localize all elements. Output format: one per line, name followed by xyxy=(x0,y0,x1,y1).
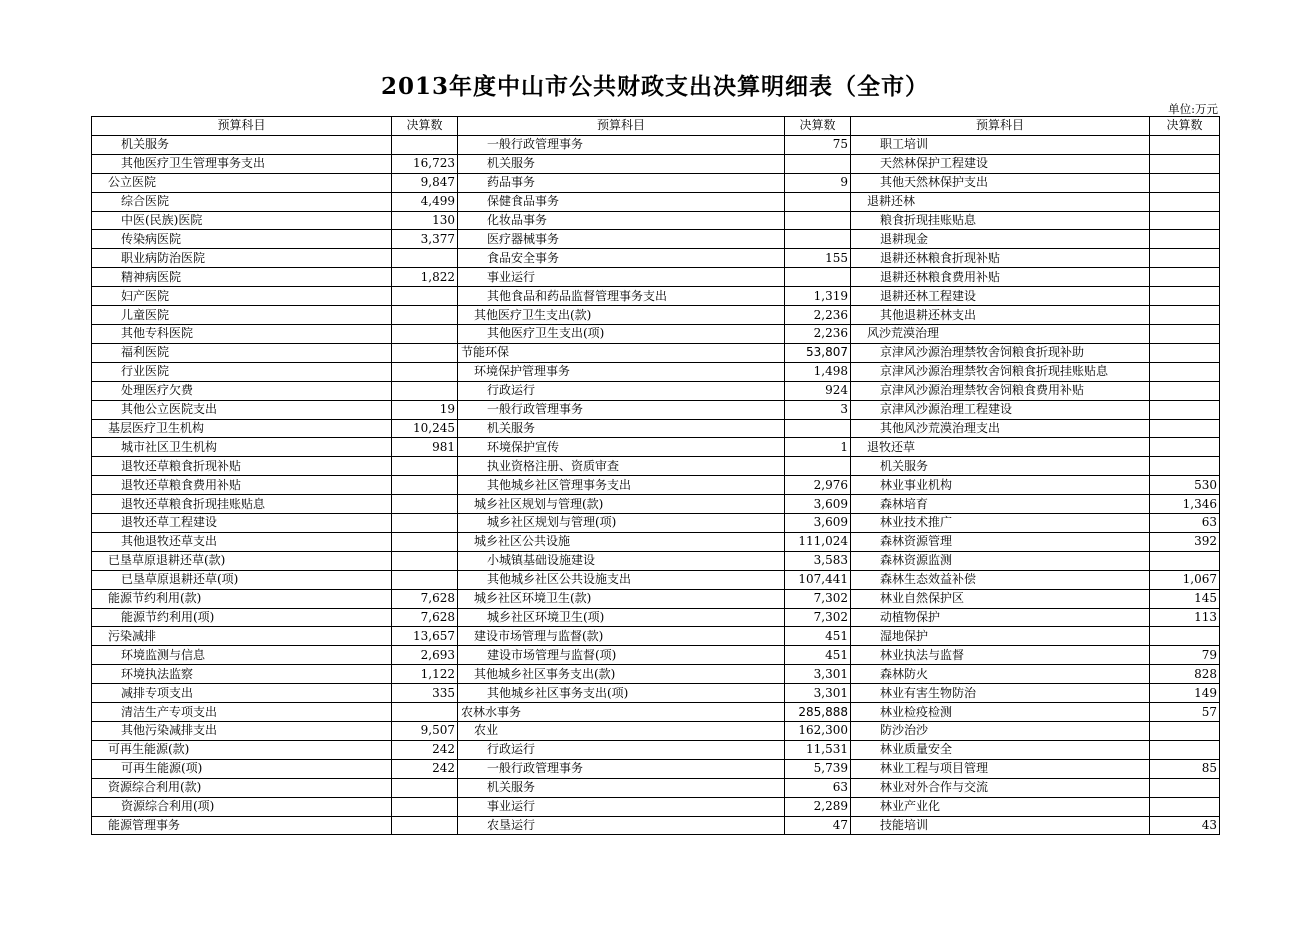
item-name-cell: 城乡社区公共设施 xyxy=(458,532,785,551)
item-name-cell: 处理医疗欠费 xyxy=(92,381,392,400)
item-name-cell: 保健食品事务 xyxy=(458,192,785,211)
amount-cell xyxy=(392,570,458,589)
amount-cell xyxy=(1150,740,1220,759)
amount-cell xyxy=(1150,211,1220,230)
amount-cell: 3,377 xyxy=(392,230,458,249)
item-name-cell: 小城镇基础设施建设 xyxy=(458,551,785,570)
item-name-cell: 天然林保护工程建设 xyxy=(851,154,1150,173)
item-name-cell: 林业事业机构 xyxy=(851,476,1150,495)
amount-cell: 924 xyxy=(785,381,851,400)
item-name-cell: 京津风沙源治理禁牧舍饲粮食折现补助 xyxy=(851,343,1150,362)
item-name-cell: 森林培育 xyxy=(851,495,1150,514)
item-name-cell: 职业病防治医院 xyxy=(92,249,392,268)
table-row xyxy=(92,154,1220,173)
amount-cell: 7,628 xyxy=(392,589,458,608)
table-row xyxy=(92,135,1220,154)
amount-cell: 3,301 xyxy=(785,665,851,684)
amount-cell xyxy=(392,249,458,268)
item-name-cell: 综合医院 xyxy=(92,192,392,211)
amount-cell: 242 xyxy=(392,759,458,778)
table-row xyxy=(92,551,1220,570)
table-row xyxy=(92,324,1220,343)
amount-cell xyxy=(785,419,851,438)
table-row xyxy=(92,532,1220,551)
amount-cell: 3,301 xyxy=(785,684,851,703)
item-name-cell: 机关服务 xyxy=(458,154,785,173)
amount-cell: 16,723 xyxy=(392,154,458,173)
item-name-cell: 妇产医院 xyxy=(92,287,392,306)
amount-cell xyxy=(785,192,851,211)
item-name-cell: 节能环保 xyxy=(458,343,785,362)
report-title: 2013年度中山市公共财政支出决算明细表（全市） xyxy=(380,73,929,100)
amount-cell xyxy=(785,154,851,173)
amount-cell: 111,024 xyxy=(785,532,851,551)
item-name-cell: 其他城乡社区管理事务支出 xyxy=(458,476,785,495)
amount-cell xyxy=(392,551,458,570)
amount-cell: 2,236 xyxy=(785,324,851,343)
item-name-cell: 退耕还林粮食折现补贴 xyxy=(851,249,1150,268)
amount-cell: 107,441 xyxy=(785,570,851,589)
amount-cell: 1,067 xyxy=(1150,570,1220,589)
item-name-cell: 清洁生产专项支出 xyxy=(92,703,392,722)
item-name-cell: 其他城乡社区事务支出(项) xyxy=(458,684,785,703)
amount-cell: 9,507 xyxy=(392,722,458,741)
table-row xyxy=(92,570,1220,589)
amount-cell: 981 xyxy=(392,438,458,457)
item-name-cell: 其他医疗卫生支出(项) xyxy=(458,324,785,343)
amount-cell: 79 xyxy=(1150,646,1220,665)
item-name-cell: 城乡社区规划与管理(款) xyxy=(458,495,785,514)
item-name-cell: 福利医院 xyxy=(92,343,392,362)
amount-cell xyxy=(392,797,458,816)
amount-cell xyxy=(1150,438,1220,457)
amount-cell xyxy=(392,457,458,476)
table-row xyxy=(92,362,1220,381)
item-name-cell: 其他公立医院支出 xyxy=(92,400,392,419)
item-name-cell: 城乡社区规划与管理(项) xyxy=(458,514,785,533)
table-row xyxy=(92,268,1220,287)
amount-cell xyxy=(1150,192,1220,211)
amount-cell xyxy=(1150,381,1220,400)
item-name-cell: 建设市场管理与监督(项) xyxy=(458,646,785,665)
item-name-cell: 污染减排 xyxy=(92,627,392,646)
item-name-cell: 行政运行 xyxy=(458,381,785,400)
item-name-cell: 其他医疗卫生支出(款) xyxy=(458,306,785,325)
amount-cell: 130 xyxy=(392,211,458,230)
table-row xyxy=(92,306,1220,325)
item-name-cell: 食品安全事务 xyxy=(458,249,785,268)
amount-cell: 1 xyxy=(785,438,851,457)
table-row xyxy=(92,514,1220,533)
unit-label: 单位:万元 xyxy=(1168,102,1218,116)
item-name-cell: 执业资格注册、资质审查 xyxy=(458,457,785,476)
item-name-cell: 森林资源监测 xyxy=(851,551,1150,570)
header-amount-col-1: 决算数 xyxy=(392,117,458,136)
item-name-cell: 一般行政管理事务 xyxy=(458,400,785,419)
amount-cell: 13,657 xyxy=(392,627,458,646)
item-name-cell: 能源节约利用(项) xyxy=(92,608,392,627)
item-name-cell: 其他退耕还林支出 xyxy=(851,306,1150,325)
amount-cell: 1,822 xyxy=(392,268,458,287)
table-row xyxy=(92,476,1220,495)
item-name-cell: 湿地保护 xyxy=(851,627,1150,646)
amount-cell: 1,346 xyxy=(1150,495,1220,514)
table-row xyxy=(92,646,1220,665)
amount-cell xyxy=(392,324,458,343)
item-name-cell: 退牧还草粮食折现挂账贴息 xyxy=(92,495,392,514)
item-name-cell: 城乡社区环境卫生(项) xyxy=(458,608,785,627)
item-name-cell: 药品事务 xyxy=(458,173,785,192)
item-name-cell: 行业医院 xyxy=(92,362,392,381)
item-name-cell: 精神病医院 xyxy=(92,268,392,287)
amount-cell: 53,807 xyxy=(785,343,851,362)
item-name-cell: 京津风沙源治理工程建设 xyxy=(851,400,1150,419)
amount-cell xyxy=(392,135,458,154)
item-name-cell: 已垦草原退耕还草(款) xyxy=(92,551,392,570)
item-name-cell: 中医(民族)医院 xyxy=(92,211,392,230)
item-name-cell: 医疗器械事务 xyxy=(458,230,785,249)
amount-cell: 113 xyxy=(1150,608,1220,627)
item-name-cell: 机关服务 xyxy=(851,457,1150,476)
amount-cell xyxy=(1150,324,1220,343)
item-name-cell: 化妆品事务 xyxy=(458,211,785,230)
amount-cell: 43 xyxy=(1150,816,1220,835)
item-name-cell: 资源综合利用(项) xyxy=(92,797,392,816)
item-name-cell: 林业工程与项目管理 xyxy=(851,759,1150,778)
amount-cell xyxy=(1150,457,1220,476)
amount-cell xyxy=(1150,268,1220,287)
table-row xyxy=(92,589,1220,608)
amount-cell: 162,300 xyxy=(785,722,851,741)
amount-cell: 3,609 xyxy=(785,495,851,514)
amount-cell: 1,319 xyxy=(785,287,851,306)
header-amount-col-2: 决算数 xyxy=(785,117,851,136)
item-name-cell: 其他风沙荒漠治理支出 xyxy=(851,419,1150,438)
amount-cell: 7,628 xyxy=(392,608,458,627)
table-row xyxy=(92,778,1220,797)
amount-cell xyxy=(392,287,458,306)
item-name-cell: 林业技术推广 xyxy=(851,514,1150,533)
amount-cell xyxy=(1150,627,1220,646)
amount-cell xyxy=(1150,135,1220,154)
amount-cell: 451 xyxy=(785,646,851,665)
item-name-cell: 林业有害生物防治 xyxy=(851,684,1150,703)
table-row xyxy=(92,249,1220,268)
table-row xyxy=(92,438,1220,457)
item-name-cell: 公立医院 xyxy=(92,173,392,192)
item-name-cell: 城乡社区环境卫生(款) xyxy=(458,589,785,608)
amount-cell: 9,847 xyxy=(392,173,458,192)
item-name-cell: 退耕还林工程建设 xyxy=(851,287,1150,306)
amount-cell xyxy=(1150,230,1220,249)
amount-cell: 2,976 xyxy=(785,476,851,495)
table-row xyxy=(92,627,1220,646)
item-name-cell: 其他专科医院 xyxy=(92,324,392,343)
item-name-cell: 风沙荒漠治理 xyxy=(851,324,1150,343)
amount-cell: 530 xyxy=(1150,476,1220,495)
header-item-col-2: 预算科目 xyxy=(458,117,785,136)
amount-cell xyxy=(1150,306,1220,325)
item-name-cell: 其他天然林保护支出 xyxy=(851,173,1150,192)
amount-cell: 75 xyxy=(785,135,851,154)
amount-cell: 145 xyxy=(1150,589,1220,608)
amount-cell xyxy=(392,778,458,797)
item-name-cell: 退耕还林粮食费用补贴 xyxy=(851,268,1150,287)
expenditure-table xyxy=(91,116,1220,835)
amount-cell xyxy=(392,495,458,514)
item-name-cell: 其他城乡社区事务支出(款) xyxy=(458,665,785,684)
amount-cell: 3,609 xyxy=(785,514,851,533)
item-name-cell: 森林资源管理 xyxy=(851,532,1150,551)
amount-cell xyxy=(1150,249,1220,268)
item-name-cell: 其他食品和药品监督管理事务支出 xyxy=(458,287,785,306)
amount-cell xyxy=(392,514,458,533)
amount-cell xyxy=(1150,343,1220,362)
table-row xyxy=(92,816,1220,835)
amount-cell: 1,498 xyxy=(785,362,851,381)
item-name-cell: 其他退牧还草支出 xyxy=(92,532,392,551)
item-name-cell: 其他医疗卫生管理事务支出 xyxy=(92,154,392,173)
item-name-cell: 事业运行 xyxy=(458,797,785,816)
amount-cell xyxy=(392,476,458,495)
amount-cell: 63 xyxy=(785,778,851,797)
item-name-cell: 森林防火 xyxy=(851,665,1150,684)
item-name-cell: 京津风沙源治理禁牧舍饲粮食费用补贴 xyxy=(851,381,1150,400)
amount-cell xyxy=(785,457,851,476)
amount-cell: 285,888 xyxy=(785,703,851,722)
amount-cell: 828 xyxy=(1150,665,1220,684)
item-name-cell: 粮食折现挂账贴息 xyxy=(851,211,1150,230)
amount-cell xyxy=(1150,154,1220,173)
item-name-cell: 技能培训 xyxy=(851,816,1150,835)
table-row xyxy=(92,495,1220,514)
header-item-col-3: 预算科目 xyxy=(851,117,1150,136)
amount-cell: 451 xyxy=(785,627,851,646)
item-name-cell: 农业 xyxy=(458,722,785,741)
item-name-cell: 事业运行 xyxy=(458,268,785,287)
amount-cell: 2,289 xyxy=(785,797,851,816)
amount-cell: 242 xyxy=(392,740,458,759)
item-name-cell: 资源综合利用(款) xyxy=(92,778,392,797)
item-name-cell: 退牧还草粮食费用补贴 xyxy=(92,476,392,495)
item-name-cell: 传染病医院 xyxy=(92,230,392,249)
table-row xyxy=(92,722,1220,741)
table-row xyxy=(92,608,1220,627)
amount-cell: 5,739 xyxy=(785,759,851,778)
amount-cell xyxy=(392,703,458,722)
item-name-cell: 动植物保护 xyxy=(851,608,1150,627)
item-name-cell: 环境保护管理事务 xyxy=(458,362,785,381)
amount-cell: 7,302 xyxy=(785,608,851,627)
amount-cell xyxy=(1150,778,1220,797)
amount-cell xyxy=(785,211,851,230)
item-name-cell: 退牧还草工程建设 xyxy=(92,514,392,533)
item-name-cell: 京津风沙源治理禁牧舍饲粮食折现挂账贴息 xyxy=(851,362,1150,381)
table-row xyxy=(92,192,1220,211)
table-row xyxy=(92,211,1220,230)
amount-cell: 85 xyxy=(1150,759,1220,778)
amount-cell xyxy=(1150,551,1220,570)
amount-cell xyxy=(1150,419,1220,438)
amount-cell xyxy=(1150,797,1220,816)
item-name-cell: 能源节约利用(款) xyxy=(92,589,392,608)
header-row xyxy=(92,117,1220,136)
amount-cell xyxy=(392,381,458,400)
item-name-cell: 环境保护宣传 xyxy=(458,438,785,457)
item-name-cell: 儿童医院 xyxy=(92,306,392,325)
header-amount-col-3: 决算数 xyxy=(1150,117,1220,136)
item-name-cell: 防沙治沙 xyxy=(851,722,1150,741)
amount-cell: 2,693 xyxy=(392,646,458,665)
item-name-cell: 林业检疫检测 xyxy=(851,703,1150,722)
amount-cell xyxy=(392,306,458,325)
amount-cell xyxy=(785,268,851,287)
amount-cell xyxy=(392,532,458,551)
amount-cell: 10,245 xyxy=(392,419,458,438)
amount-cell: 63 xyxy=(1150,514,1220,533)
item-name-cell: 退耕现金 xyxy=(851,230,1150,249)
item-name-cell: 林业执法与监督 xyxy=(851,646,1150,665)
item-name-cell: 一般行政管理事务 xyxy=(458,759,785,778)
amount-cell xyxy=(392,362,458,381)
amount-cell: 57 xyxy=(1150,703,1220,722)
amount-cell: 11,531 xyxy=(785,740,851,759)
item-name-cell: 已垦草原退耕还草(项) xyxy=(92,570,392,589)
amount-cell: 9 xyxy=(785,173,851,192)
item-name-cell: 退牧还草 xyxy=(851,438,1150,457)
item-name-cell: 一般行政管理事务 xyxy=(458,135,785,154)
amount-cell: 392 xyxy=(1150,532,1220,551)
item-name-cell: 机关服务 xyxy=(92,135,392,154)
item-name-cell: 森林生态效益补偿 xyxy=(851,570,1150,589)
item-name-cell: 行政运行 xyxy=(458,740,785,759)
table-row xyxy=(92,381,1220,400)
table-row xyxy=(92,287,1220,306)
item-name-cell: 城市社区卫生机构 xyxy=(92,438,392,457)
item-name-cell: 职工培训 xyxy=(851,135,1150,154)
amount-cell xyxy=(1150,173,1220,192)
item-name-cell: 机关服务 xyxy=(458,419,785,438)
item-name-cell: 可再生能源(款) xyxy=(92,740,392,759)
table-row xyxy=(92,343,1220,362)
amount-cell: 149 xyxy=(1150,684,1220,703)
table-row xyxy=(92,759,1220,778)
item-name-cell: 环境执法监察 xyxy=(92,665,392,684)
amount-cell: 2,236 xyxy=(785,306,851,325)
amount-cell: 3 xyxy=(785,400,851,419)
item-name-cell: 其他污染减排支出 xyxy=(92,722,392,741)
table-row xyxy=(92,740,1220,759)
amount-cell: 1,122 xyxy=(392,665,458,684)
amount-cell: 7,302 xyxy=(785,589,851,608)
item-name-cell: 减排专项支出 xyxy=(92,684,392,703)
item-name-cell: 农林水事务 xyxy=(458,703,785,722)
item-name-cell: 基层医疗卫生机构 xyxy=(92,419,392,438)
table-row xyxy=(92,665,1220,684)
amount-cell: 335 xyxy=(392,684,458,703)
item-name-cell: 机关服务 xyxy=(458,778,785,797)
item-name-cell: 能源管理事务 xyxy=(92,816,392,835)
table-row xyxy=(92,173,1220,192)
amount-cell xyxy=(1150,722,1220,741)
table-row xyxy=(92,400,1220,419)
table-row xyxy=(92,419,1220,438)
amount-cell: 19 xyxy=(392,400,458,419)
amount-cell: 155 xyxy=(785,249,851,268)
item-name-cell: 农垦运行 xyxy=(458,816,785,835)
item-name-cell: 退牧还草粮食折现补贴 xyxy=(92,457,392,476)
amount-cell xyxy=(1150,362,1220,381)
table-row xyxy=(92,684,1220,703)
item-name-cell: 林业自然保护区 xyxy=(851,589,1150,608)
item-name-cell: 林业产业化 xyxy=(851,797,1150,816)
table-row xyxy=(92,703,1220,722)
item-name-cell: 退耕还林 xyxy=(851,192,1150,211)
item-name-cell: 其他城乡社区公共设施支出 xyxy=(458,570,785,589)
amount-cell: 47 xyxy=(785,816,851,835)
amount-cell: 4,499 xyxy=(392,192,458,211)
amount-cell xyxy=(1150,400,1220,419)
table-row xyxy=(92,457,1220,476)
amount-cell xyxy=(785,230,851,249)
item-name-cell: 建设市场管理与监督(款) xyxy=(458,627,785,646)
item-name-cell: 林业对外合作与交流 xyxy=(851,778,1150,797)
table-row xyxy=(92,230,1220,249)
amount-cell xyxy=(392,816,458,835)
item-name-cell: 林业质量安全 xyxy=(851,740,1150,759)
item-name-cell: 可再生能源(项) xyxy=(92,759,392,778)
table-row xyxy=(92,797,1220,816)
item-name-cell: 环境监测与信息 xyxy=(92,646,392,665)
amount-cell xyxy=(1150,287,1220,306)
header-item-col-1: 预算科目 xyxy=(92,117,392,136)
amount-cell: 3,583 xyxy=(785,551,851,570)
amount-cell xyxy=(392,343,458,362)
